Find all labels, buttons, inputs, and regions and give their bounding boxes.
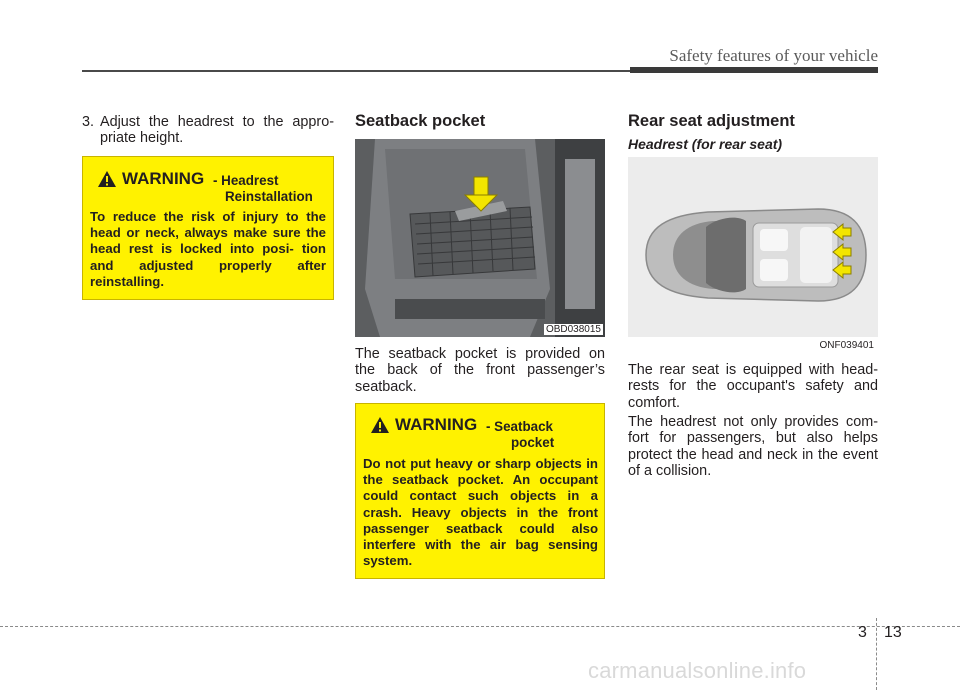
headrest-arrows — [833, 224, 851, 278]
image-code: ONF039401 — [819, 340, 874, 351]
page-number: 13 — [884, 624, 902, 641]
chapter-number: 3 — [858, 624, 867, 641]
warning-topic-line2: pocket — [511, 435, 555, 450]
warning-topic-line1: - Headrest — [213, 173, 279, 188]
warning-triangle-icon — [97, 170, 117, 188]
warning-message: Do not put heavy or sharp objects in the seatback pocket. An occupant could contact such objects in a crash. Heavy objects in the front passenger seatback could also interfere with the air bag sensing system. — [363, 456, 598, 569]
warning-headrest-reinstallation — [82, 156, 334, 300]
step-text: Adjust the headrest to the appro- priate height. — [100, 114, 334, 147]
subsection-title-headrest-rear: Headrest (for rear seat) — [628, 136, 783, 152]
section-title-rear-seat-adjustment: Rear seat adjustment — [628, 112, 795, 130]
section-title-seatback-pocket: Seatback pocket — [355, 112, 486, 130]
car-topview-illustration — [628, 157, 878, 337]
footer-rule — [0, 626, 960, 627]
warning-topic-line2: Reinstallation — [225, 189, 313, 204]
warning-label: WARNING — [122, 169, 205, 188]
running-header: Safety features of your vehicle — [669, 46, 878, 65]
warning-label: WARNING — [395, 415, 478, 434]
rear-headrest-diagram — [628, 157, 878, 351]
step-3 — [82, 114, 334, 147]
header-tab-bar — [630, 67, 878, 73]
warning-triangle-icon — [370, 416, 390, 434]
seatback-pocket-description: The seatback pocket is provided on the back of the front passenger’s seatback. — [355, 346, 605, 395]
seatback-photo-illustration — [355, 139, 605, 337]
footer-separator — [876, 618, 877, 690]
rear-seat-paragraph-2: The headrest not only provides com- fort for passengers, but also helps protect the head and neck in the event of a collision. — [628, 414, 878, 480]
warning-message: To reduce the risk of injury to the head or neck, always make sure the head rest is locked into posi- tion and adjusted properly after reinstalling. — [90, 209, 326, 289]
rear-seat-paragraph-1: The rear seat is equipped with head- rests for the occupant's safety and comfort. — [628, 362, 878, 411]
image-code: OBD038015 — [545, 324, 601, 335]
warning-seatback-pocket — [355, 403, 605, 579]
seatback-pocket-photo — [355, 139, 605, 337]
watermark: carmanualsonline.info — [588, 658, 807, 683]
step-number: 3. — [82, 114, 95, 130]
warning-topic-line1: - Seatback — [486, 419, 553, 434]
